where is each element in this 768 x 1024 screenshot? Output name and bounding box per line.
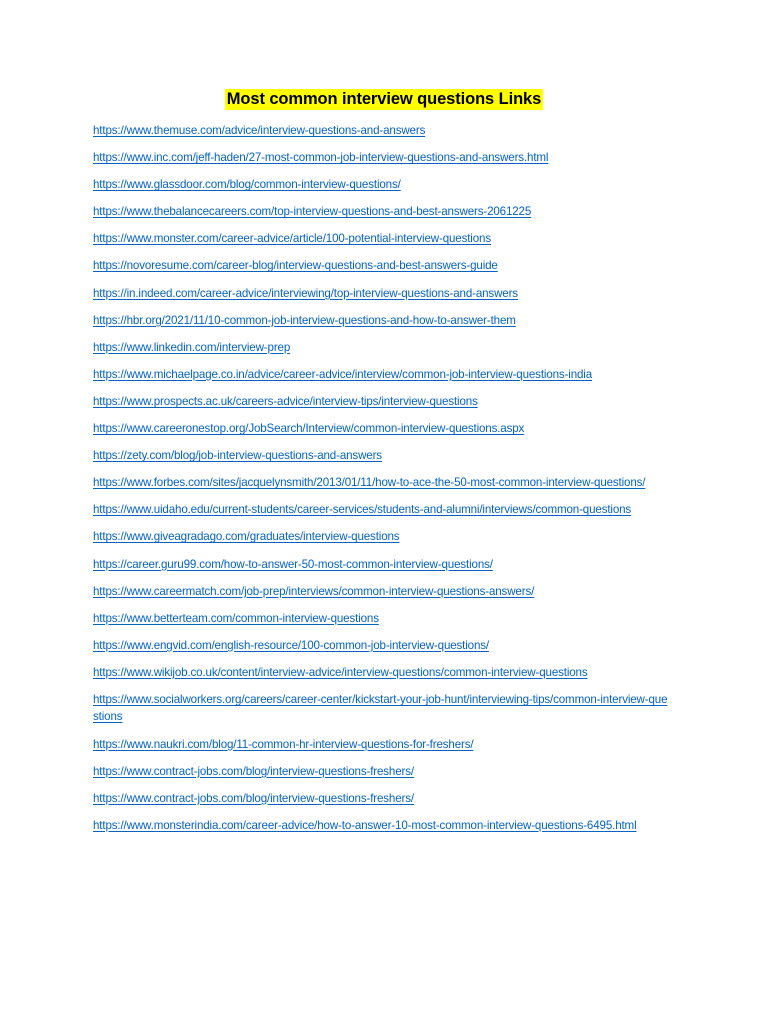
link-item[interactable]: https://www.glassdoor.com/blog/common-interview-questions/: [93, 178, 401, 192]
link-item[interactable]: https://www.inc.com/jeff-haden/27-most-common-job-interview-questions-and-answers.html: [93, 151, 549, 165]
link-item[interactable]: https://www.careermatch.com/job-prep/interviews/common-interview-questions-answers/: [93, 584, 535, 598]
link-item[interactable]: https://www.giveagradago.com/graduates/interview-questions: [93, 530, 400, 544]
link-item[interactable]: https://hbr.org/2021/11/10-common-job-interview-questions-and-how-to-answer-them: [93, 313, 516, 327]
link-item[interactable]: https://www.monsterindia.com/career-advice/how-to-answer-10-most-common-interview-questions-6495.html: [93, 818, 637, 832]
link-item[interactable]: https://in.indeed.com/career-advice/interviewing/top-interview-questions-and-answers: [93, 286, 518, 300]
link-item[interactable]: https://www.contract-jobs.com/blog/interview-questions-freshers/: [93, 764, 414, 778]
link-item[interactable]: https://novoresume.com/career-blog/interview-questions-and-best-answers-guide: [93, 259, 498, 273]
link-item[interactable]: https://www.linkedin.com/interview-prep: [93, 340, 291, 354]
link-item[interactable]: https://www.themuse.com/advice/interview-questions-and-answers: [93, 124, 426, 137]
link-item[interactable]: https://www.engvid.com/english-resource/100-common-job-interview-questions/: [93, 638, 489, 652]
link-item[interactable]: https://www.uidaho.edu/current-students/career-services/students-and-alumni/interviews/common-questions: [93, 503, 632, 517]
link-item[interactable]: https://www.wikijob.co.uk/content/interview-advice/interview-questions/common-interview-questions: [93, 665, 588, 679]
link-item[interactable]: https://www.michaelpage.co.in/advice/career-advice/interview/common-job-interview-questions-india: [93, 367, 593, 381]
link-item[interactable]: https://www.thebalancecareers.com/top-interview-questions-and-best-answers-2061225: [93, 205, 532, 219]
page-title: Most common interview questions Links: [226, 90, 542, 108]
link-item[interactable]: https://www.betterteam.com/common-interview-questions: [93, 611, 379, 625]
link-item[interactable]: https://career.guru99.com/how-to-answer-50-most-common-interview-questions/: [93, 557, 493, 571]
link-item[interactable]: https://www.careeronestop.org/JobSearch/Interview/common-interview-questions.aspx: [93, 422, 525, 436]
link-list: [93, 122, 673, 844]
link-item[interactable]: https://www.prospects.ac.uk/careers-advice/interview-tips/interview-questions: [93, 394, 478, 408]
link-item[interactable]: https://www.contract-jobs.com/blog/interview-questions-freshers/: [93, 791, 414, 805]
link-item[interactable]: https://www.monster.com/career-advice/article/100-potential-interview-questions: [93, 232, 491, 246]
link-item[interactable]: https://www.socialworkers.org/careers/career-center/kickstart-your-job-hunt/interviewing-tips/common-interview-questions: [93, 692, 668, 724]
link-item[interactable]: https://www.forbes.com/sites/jacquelynsmith/2013/01/11/how-to-ace-the-50-most-common-interview-questions/: [93, 476, 646, 490]
link-item[interactable]: https://www.naukri.com/blog/11-common-hr-interview-questions-for-freshers/: [93, 737, 474, 751]
link-item[interactable]: https://zety.com/blog/job-interview-questions-and-answers: [93, 449, 382, 463]
title-container: [0, 89, 768, 110]
